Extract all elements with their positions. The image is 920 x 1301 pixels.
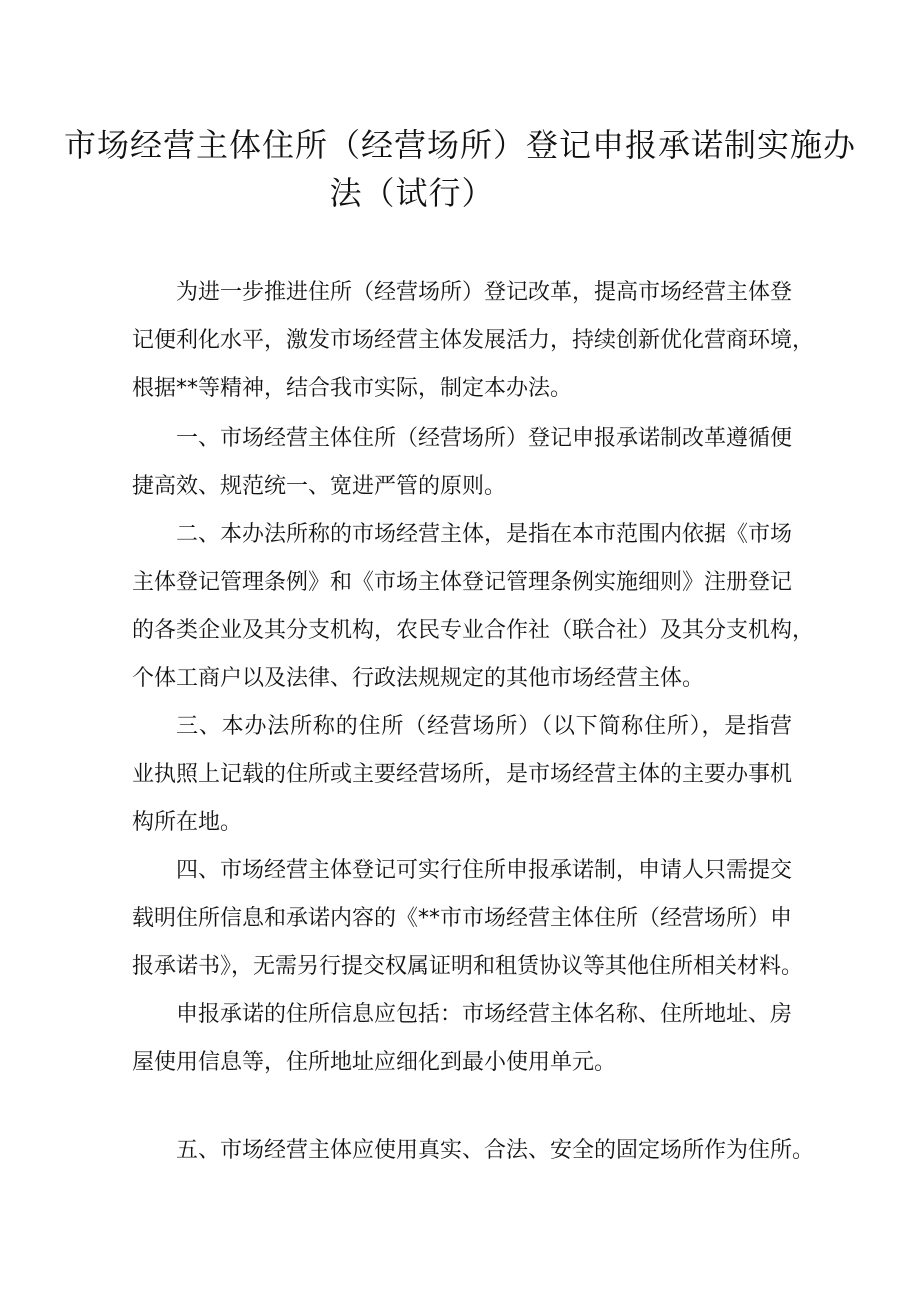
document-title-line-1: 市场经营主体住所（经营场所）登记申报承诺制实施办 xyxy=(63,126,856,164)
section-5-line-1: 五、市场经营主体应使用真实、合法、安全的固定场所作为住所。 xyxy=(176,1138,815,1163)
section-2-line-4: 个体工商户以及法律、行政法规规定的其他市场经营主体。 xyxy=(132,666,705,691)
section-4-line-3: 报承诺书》，无需另行提交权属证明和租赁协议等其他住所相关材料。 xyxy=(132,954,804,979)
section-3-line-2: 业执照上记载的住所或主要经营场所，是市场经营主体的主要办事机 xyxy=(132,762,793,787)
section-1-line-1: 一、市场经营主体住所（经营场所）登记申报承诺制改革遵循便 xyxy=(176,426,793,451)
section-2-line-3: 的各类企业及其分支机构，农民专业合作社（联合社）及其分支机构， xyxy=(132,618,815,643)
section-4-line-1: 四、市场经营主体登记可实行住所申报承诺制，申请人只需提交 xyxy=(176,858,793,883)
section-1-line-2: 捷高效、规范统一、宽进严管的原则。 xyxy=(132,474,507,499)
section-2-line-2: 主体登记管理条例》和《市场主体登记管理条例实施细则》注册登记 xyxy=(132,570,793,595)
section-3-line-3: 构所在地。 xyxy=(132,810,243,835)
section-4-line-2: 载明住所信息和承诺内容的《**市市场经营主体住所（经营场所）申 xyxy=(132,906,793,931)
section-4b-line-2: 屋使用信息等，住所地址应细化到最小使用单元。 xyxy=(132,1050,617,1075)
section-4b-line-1: 申报承诺的住所信息应包括：市场经营主体名称、住所地址、房 xyxy=(176,1002,793,1027)
document-title-line-2: 法（试行） xyxy=(329,174,495,212)
intro-line-3: 根据**等精神，结合我市实际，制定本办法。 xyxy=(132,376,573,401)
intro-line-2: 记便利化水平，激发市场经营主体发展活力，持续创新优化营商环境， xyxy=(132,328,815,353)
section-3-line-1: 三、本办法所称的住所（经营场所）（以下简称住所），是指营 xyxy=(176,714,792,739)
section-2-line-1: 二、本办法所称的市场经营主体，是指在本市范围内依据《市场 xyxy=(176,522,793,547)
intro-line-1: 为进一步推进住所（经营场所）登记改革，提高市场经营主体登 xyxy=(176,280,793,305)
